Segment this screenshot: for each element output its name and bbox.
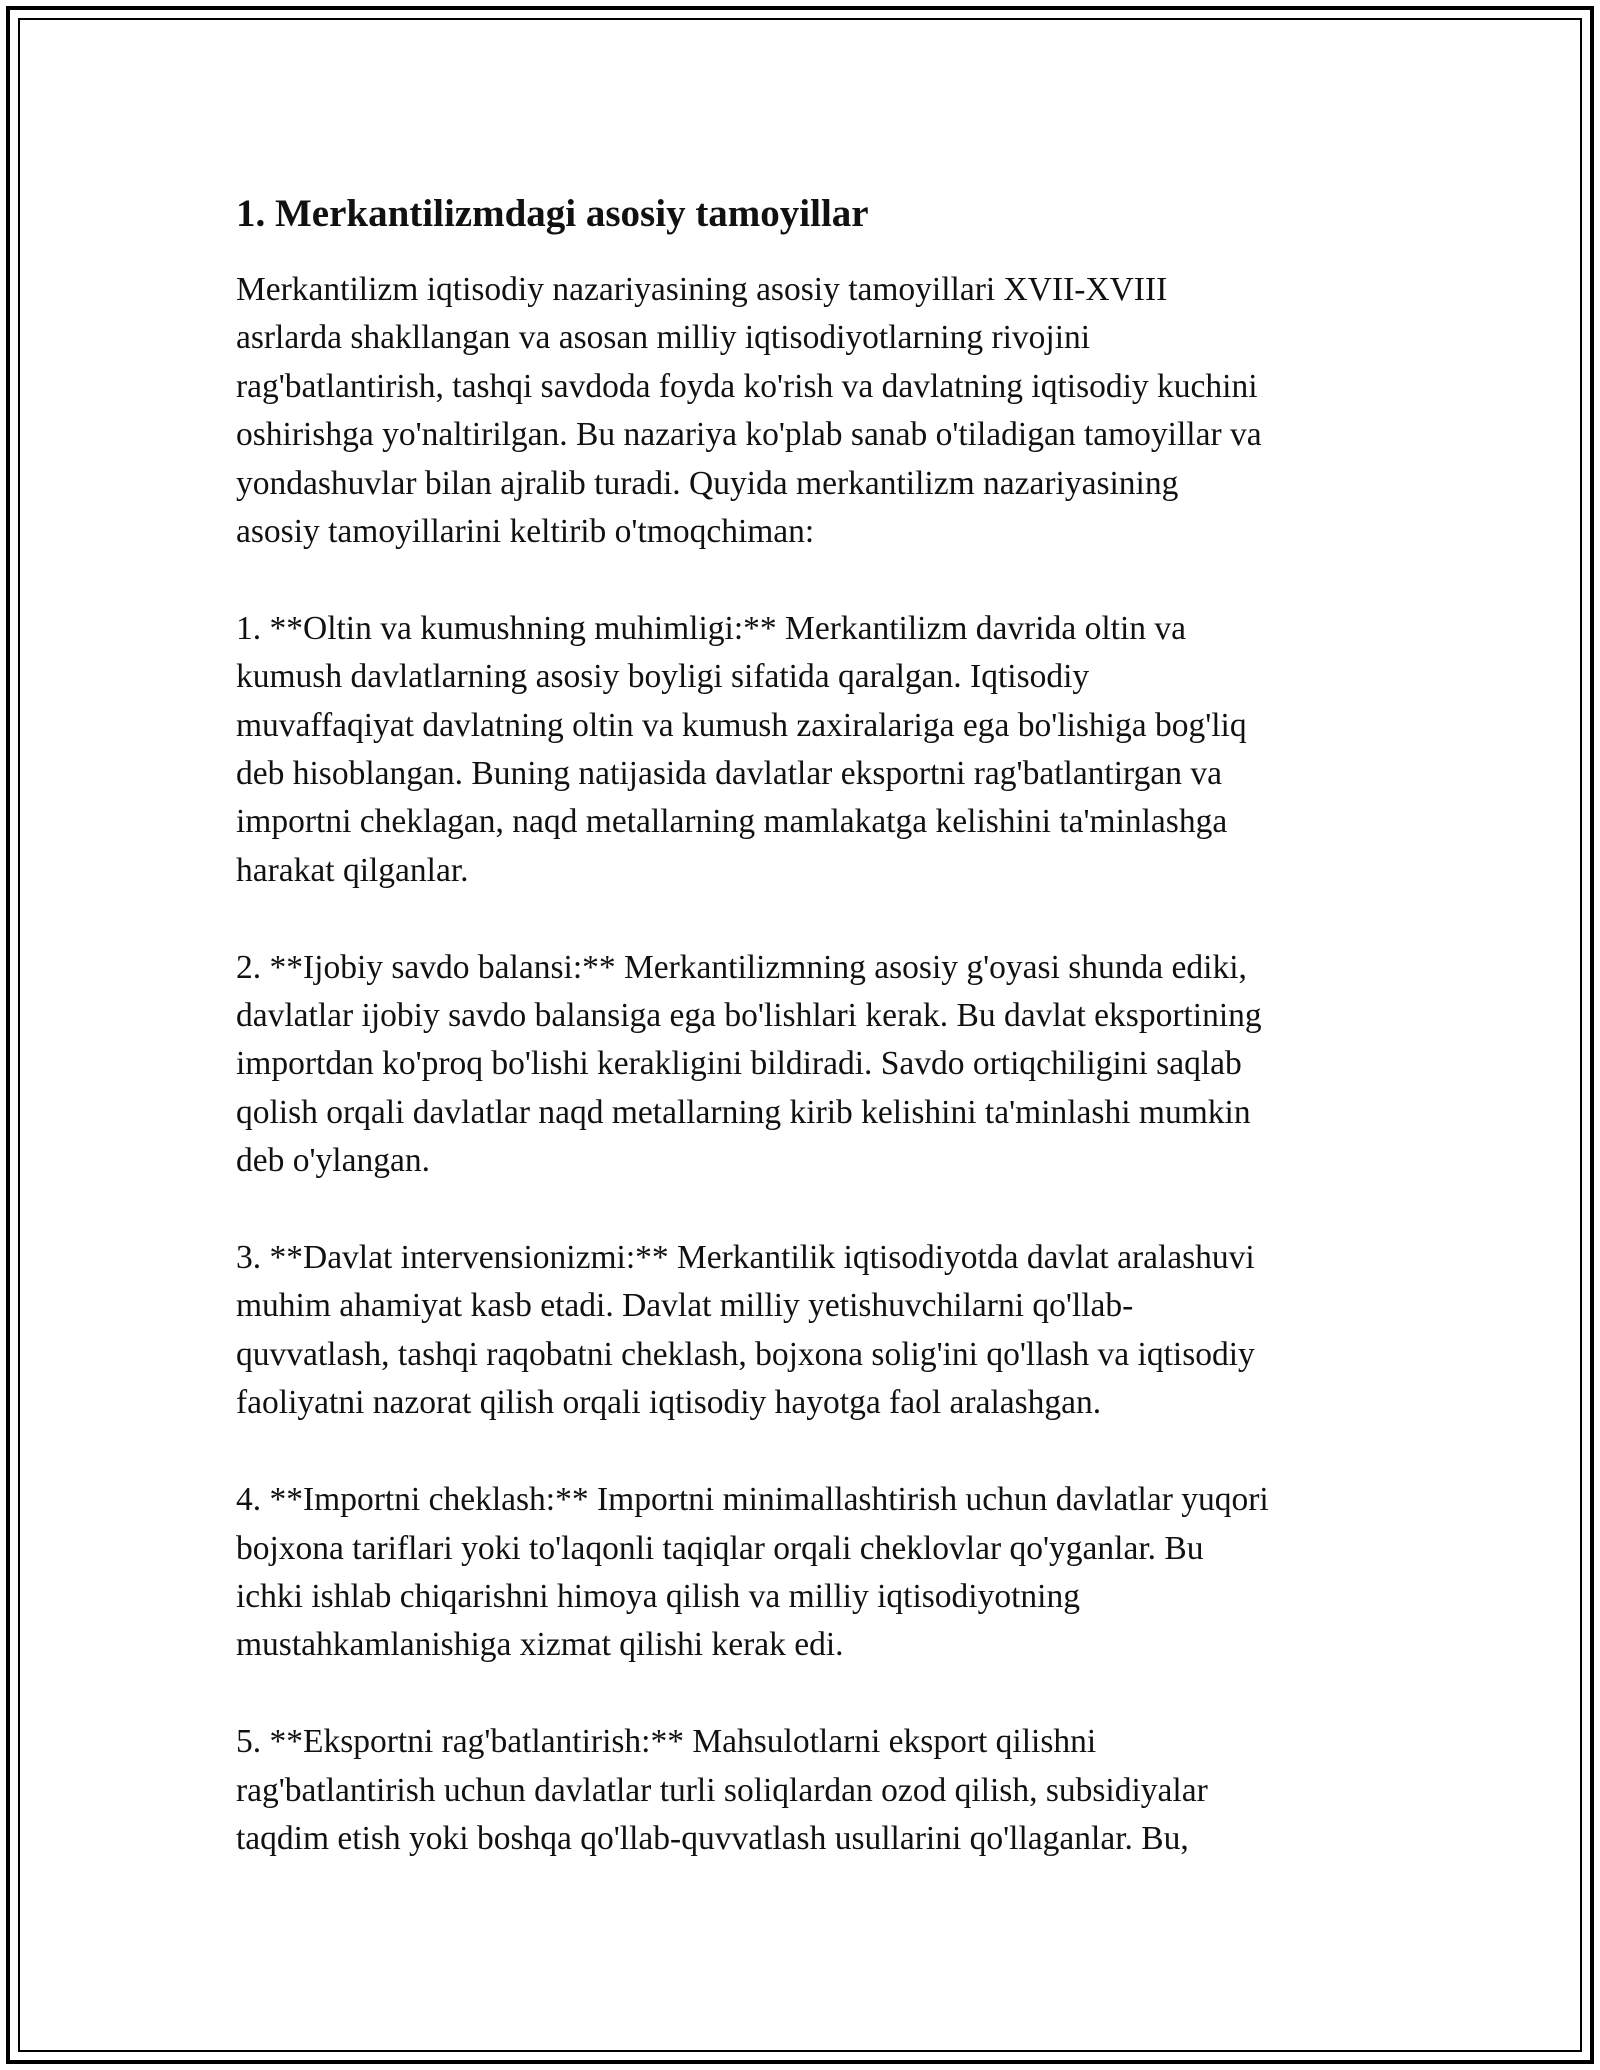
document-body [236, 188, 1386, 1863]
paragraph-gap [236, 1670, 1386, 1718]
intro-paragraph: Merkantilizm iqtisodiy nazariyasining asosiy tamoyillari XVII-XVIII asrlarda shakllangan va asosan milliy iqtisodiyotlarning rivojini rag'batlantirish, tashqi savdoda foyda ko'rish va davlatning iqtisodiy kuchini oshirishga yo'naltirilgan. Bu nazariya ko'plab sanab o'tiladigan tamoyillar va yondashuvlar bilan ajralib turadi. Quyida merkantilizm nazariyasining asosiy tamoyillarini keltirib o'tmoqchiman: [236, 271, 1262, 551]
list-item-state-intervention: 3. **Davlat intervensionizmi:** Merkantilik iqtisodiyotda davlat aralashuvi muhim ahamiyat kasb etadi. Davlat milliy yetishuvchilarni qo'llab- quvvatlash, tashqi raqobatni cheklash, bojxona solig'ini qo'llash va iqtisodiy faoliyatni nazorat qilish orqali iqtisodiy hayotga faol aralashgan. [236, 1239, 1255, 1422]
list-item-gold-silver: 1. **Oltin va kumushning muhimligi:** Merkantilizm davrida oltin va kumush davlatlarning asosiy boyligi sifatida qaralgan. Iqtisodiy muvaffaqiyat davlatning oltin va kumush zaxiralariga ega bo'lishiga bog'liq deb hisoblangan. Buning natijasida davlatlar eksportni rag'batlantirgan va importni cheklagan, naqd metallarning mamlakatga kelishini ta'minlashga harakat qilganlar. [236, 609, 1247, 889]
paragraph-gap [236, 895, 1386, 943]
list-item-import-restriction: 4. **Importni cheklash:** Importni minimallashtirish uchun davlatlar yuqori bojxona tariflari yoki to'laqonli taqiqlar orqali cheklovlar qo'yganlar. Bu ichki ishlab chiqarishni himoya qilish va milliy iqtisodiyotning mustahkamlanishiga xizmat qilishi kerak edi. [236, 1481, 1269, 1664]
section-heading: 1. Merkantilizmdagi asosiy tamoyillar [236, 192, 869, 235]
list-item-export-promotion: 5. **Eksportni rag'batlantirish:** Mahsulotlarni eksport qilishni rag'batlantirish uchun davlatlar turli soliqlardan ozod qilish, subsidiyalar taqdim etish yoki boshqa qo'llab-quvvatlash usullarini qo'llaganlar. Bu, [236, 1723, 1208, 1857]
paragraph-gap [236, 1428, 1386, 1476]
paragraph-gap [236, 556, 1386, 604]
list-item-trade-balance: 2. **Ijobiy savdo balansi:** Merkantilizmning asosiy g'oyasi shunda ediki, davlatlar ijobiy savdo balansiga ega bo'lishlari kerak. Bu davlat eksportining importdan ko'proq bo'lishi kerakligini bildiradi. Savdo ortiqchiligini saqlab qolish orqali davlatlar naqd metallarning kirib kelishini ta'minlashi mumkin deb o'ylangan. [236, 948, 1262, 1180]
paragraph-gap [236, 1186, 1386, 1234]
